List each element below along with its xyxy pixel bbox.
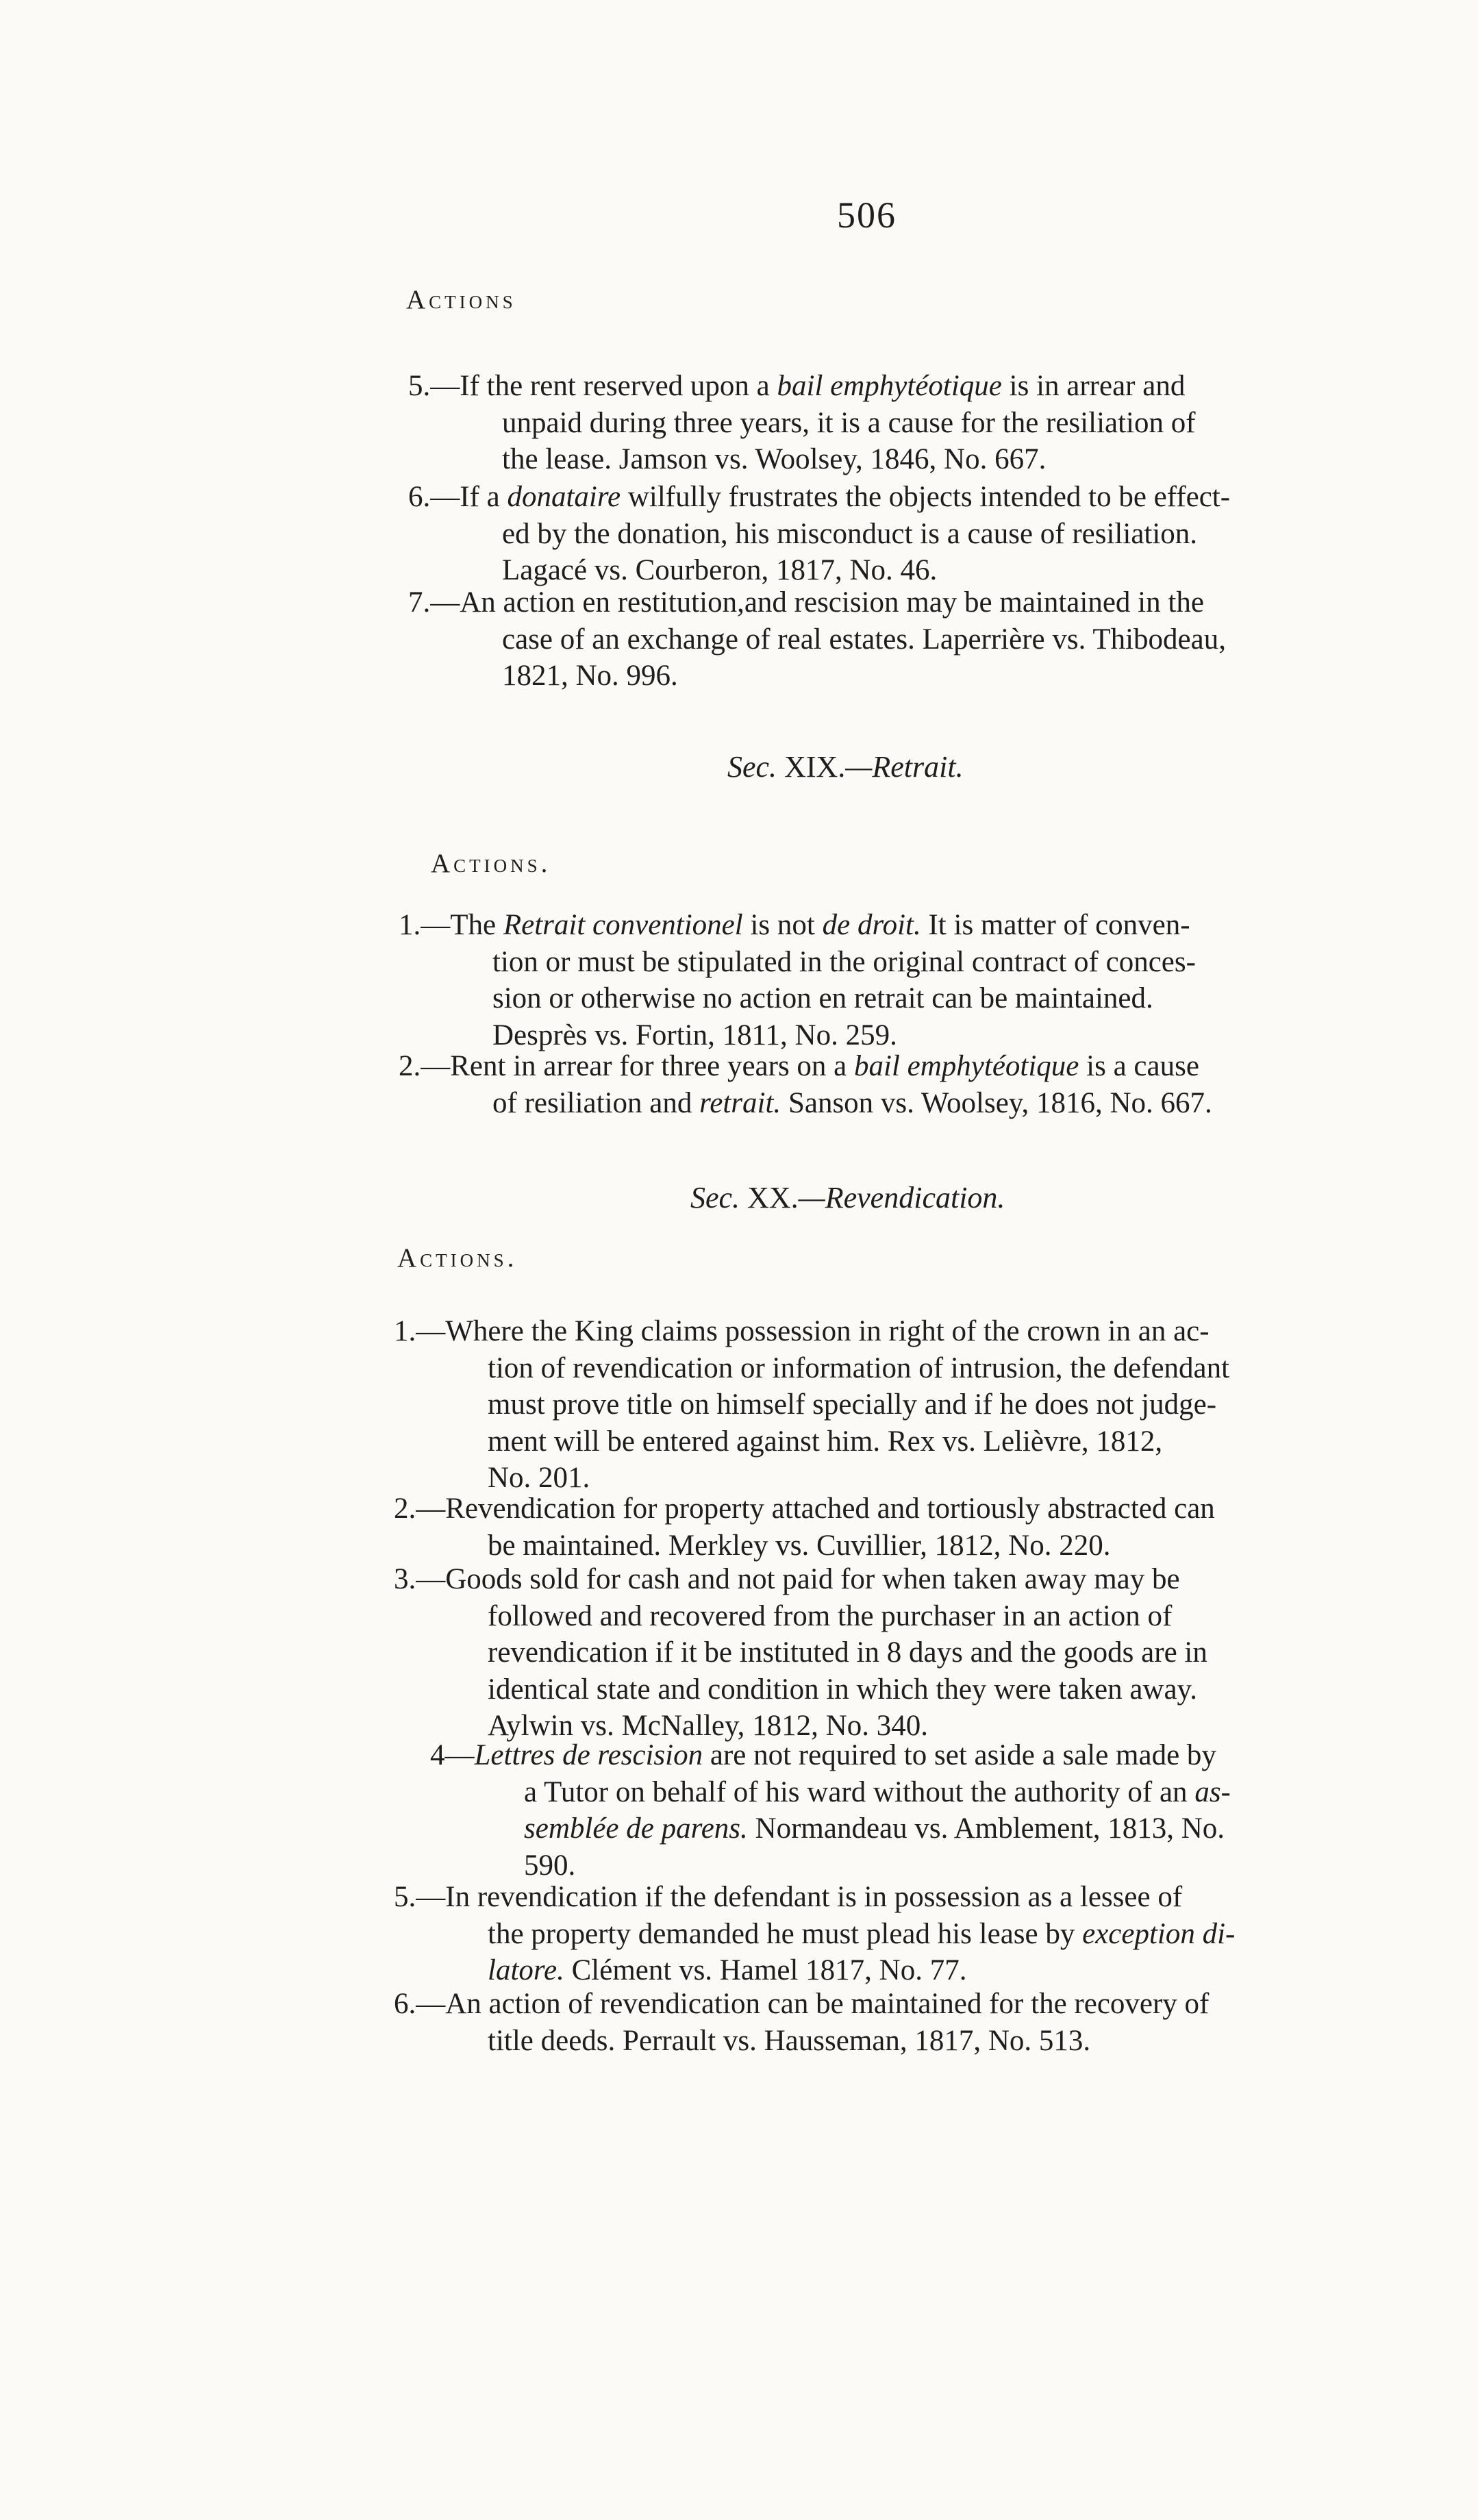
entry-text: unpaid during three years, it is a cause for the resiliation of bbox=[502, 406, 1196, 439]
entry-text: Sanson vs. Woolsey, 1816, No. 667. bbox=[781, 1086, 1212, 1119]
entry-text: 2.—Rent in arrear for three years on a bbox=[399, 1050, 855, 1082]
entry-text: ed by the donation, his misconduct is a cause of resiliation. bbox=[502, 517, 1198, 550]
entry-text: is not bbox=[742, 909, 823, 941]
section-xix-title: —Retrait. bbox=[845, 750, 964, 784]
entry-line bbox=[502, 405, 1360, 442]
entry-line bbox=[394, 1313, 1360, 1350]
entry-line bbox=[502, 658, 1360, 695]
entry-line bbox=[488, 1350, 1360, 1387]
entry-line bbox=[488, 1386, 1360, 1423]
entry-line bbox=[399, 907, 1357, 944]
entry-xx-2 bbox=[394, 1490, 1360, 1564]
entry-line bbox=[488, 1634, 1360, 1671]
entry-text: identical state and condition in which they were taken away. bbox=[488, 1673, 1198, 1706]
entry-text: of resiliation and bbox=[492, 1086, 700, 1119]
entry-text: a Tutor on behalf of his ward without the authority of an bbox=[524, 1775, 1195, 1808]
entry-line bbox=[502, 621, 1360, 658]
entry-text: 5.—If the rent reserved upon a bbox=[408, 370, 777, 402]
entry-text: wilfully frustrates the objects intended to be effect- bbox=[621, 481, 1231, 513]
entry-text: 4— bbox=[430, 1739, 475, 1771]
entry-text: revendication if it be instituted in 8 days and the goods are in bbox=[488, 1636, 1207, 1669]
entry-xx-6 bbox=[394, 1986, 1360, 2059]
entry-italic-text: Lettres de rescision bbox=[474, 1739, 703, 1771]
entry-text: 6.—If a bbox=[408, 481, 508, 513]
entry-xx-5 bbox=[394, 1879, 1360, 1989]
entry-line bbox=[408, 479, 1360, 516]
heading-actions-xx: Actions. bbox=[397, 1243, 518, 1273]
entry-line bbox=[394, 1561, 1360, 1598]
entry-text: is in arrear and bbox=[1001, 370, 1186, 402]
entry-text: It is matter of conven- bbox=[920, 909, 1190, 941]
entry-xix-1 bbox=[399, 907, 1357, 1053]
entry-text: Normandeau vs. Amblement, 1813, No. bbox=[747, 1812, 1225, 1845]
entry-text: be maintained. Merkley vs. Cuvillier, 1812, No. 220. bbox=[488, 1529, 1111, 1562]
entry-line bbox=[394, 1879, 1360, 1916]
entry-italic-text: bail emphytéotique bbox=[854, 1050, 1079, 1082]
entry-top-7 bbox=[408, 584, 1360, 695]
entry-italic-text: de droit. bbox=[822, 909, 921, 941]
entry-text: Lagacé vs. Courberon, 1817, No. 46. bbox=[502, 554, 938, 586]
entry-line bbox=[430, 1737, 1362, 1774]
entry-text: are not required to set aside a sale made by bbox=[703, 1739, 1216, 1771]
page-number: 506 bbox=[837, 195, 897, 236]
entry-text: ment will be entered against him. Rex vs. Lelièvre, 1812, bbox=[488, 1425, 1163, 1458]
entry-text: Desprès vs. Fortin, 1811, No. 259. bbox=[492, 1019, 897, 1051]
entry-line bbox=[488, 1598, 1360, 1635]
entry-text: must prove title on himself specially and if he does not judge- bbox=[488, 1388, 1217, 1421]
entry-line bbox=[488, 1423, 1360, 1460]
entry-text: title deeds. Perrault vs. Hausseman, 1817, No. 513. bbox=[488, 2024, 1091, 2057]
section-title-xix bbox=[727, 749, 964, 784]
section-title-xx bbox=[690, 1180, 1005, 1215]
section-xix-number: XIX. bbox=[784, 750, 846, 784]
entry-italic-text: exception di- bbox=[1082, 1917, 1236, 1950]
entry-line bbox=[408, 584, 1360, 621]
entry-italic-text: Retrait conventionel bbox=[503, 909, 743, 941]
section-xx-prefix: Sec. bbox=[690, 1181, 748, 1214]
section-xx-title: —Revendication. bbox=[798, 1181, 1005, 1214]
entry-text: case of an exchange of real estates. Laperrière vs. Thibodeau, bbox=[502, 623, 1226, 656]
entry-text: No. 201. bbox=[488, 1462, 590, 1494]
entry-line bbox=[524, 1774, 1362, 1811]
entry-text: the property demanded he must plead his lease by bbox=[488, 1917, 1083, 1950]
entry-italic-text: donataire bbox=[507, 481, 621, 513]
entry-top-6 bbox=[408, 479, 1360, 589]
heading-actions-top: Actions bbox=[406, 285, 516, 314]
entry-italic-text: latore. bbox=[488, 1954, 564, 1986]
entry-xix-2 bbox=[399, 1048, 1357, 1121]
entry-text: 6.—An action of revendication can be maintained for the recovery of bbox=[394, 1988, 1210, 2020]
entry-line bbox=[492, 980, 1357, 1017]
section-xx-number: XX. bbox=[747, 1181, 799, 1214]
entry-line bbox=[488, 1527, 1360, 1564]
entry-italic-text: retrait. bbox=[699, 1086, 781, 1119]
entry-text: tion or must be stipulated in the original contract of conces- bbox=[492, 945, 1196, 978]
entry-text: is a cause bbox=[1079, 1050, 1199, 1082]
entry-line bbox=[488, 2023, 1360, 2060]
entry-text: 7.—An action en restitution,and rescision may be maintained in the bbox=[408, 586, 1204, 619]
entry-text: Aylwin vs. McNalley, 1812, No. 340. bbox=[488, 1710, 928, 1742]
entry-text: 1.—Where the King claims possession in right of the crown in an ac- bbox=[394, 1315, 1210, 1347]
entry-italic-text: as- bbox=[1194, 1775, 1231, 1808]
entry-xx-1 bbox=[394, 1313, 1360, 1497]
entry-xx-3 bbox=[394, 1561, 1360, 1745]
entry-line bbox=[408, 368, 1360, 405]
entry-line bbox=[488, 1671, 1360, 1708]
entry-text: 2.—Revendication for property attached and tortiously abstracted can bbox=[394, 1493, 1215, 1525]
entry-text: 5.—In revendication if the defendant is in possession as a lessee of bbox=[394, 1881, 1183, 1913]
entry-text: followed and recovered from the purchaser in an action of bbox=[488, 1599, 1173, 1632]
entry-xx-4 bbox=[430, 1737, 1362, 1884]
entry-line bbox=[399, 1048, 1357, 1085]
entry-line bbox=[488, 1916, 1360, 1953]
entry-line bbox=[492, 1085, 1357, 1122]
entry-line bbox=[394, 1986, 1360, 2023]
entry-line bbox=[524, 1810, 1362, 1847]
entry-line bbox=[502, 552, 1360, 589]
entry-line bbox=[394, 1490, 1360, 1527]
entry-line bbox=[492, 944, 1357, 981]
entry-text: Clément vs. Hamel 1817, No. 77. bbox=[564, 1954, 967, 1986]
entry-text: 1.—The bbox=[399, 909, 503, 941]
entry-text: tion of revendication or information of intrusion, the defendant bbox=[488, 1351, 1230, 1384]
entry-text: 3.—Goods sold for cash and not paid for when taken away may be bbox=[394, 1563, 1180, 1595]
entry-line bbox=[488, 1952, 1360, 1989]
entry-top-5 bbox=[408, 368, 1360, 478]
entry-italic-text: semblée de parens. bbox=[524, 1812, 748, 1845]
entry-text: 590. bbox=[524, 1849, 576, 1882]
entry-text: sion or otherwise no action en retrait can be maintained. bbox=[492, 982, 1153, 1014]
section-xix-prefix: Sec. bbox=[727, 750, 785, 784]
entry-line bbox=[502, 516, 1360, 553]
entry-text: 1821, No. 996. bbox=[502, 660, 678, 692]
entry-line bbox=[502, 441, 1360, 478]
heading-actions-xix: Actions. bbox=[431, 849, 551, 878]
entry-italic-text: bail emphytéotique bbox=[777, 370, 1002, 402]
entry-text: the lease. Jamson vs. Woolsey, 1846, No. 667. bbox=[502, 443, 1047, 475]
entry-line bbox=[524, 1847, 1362, 1884]
